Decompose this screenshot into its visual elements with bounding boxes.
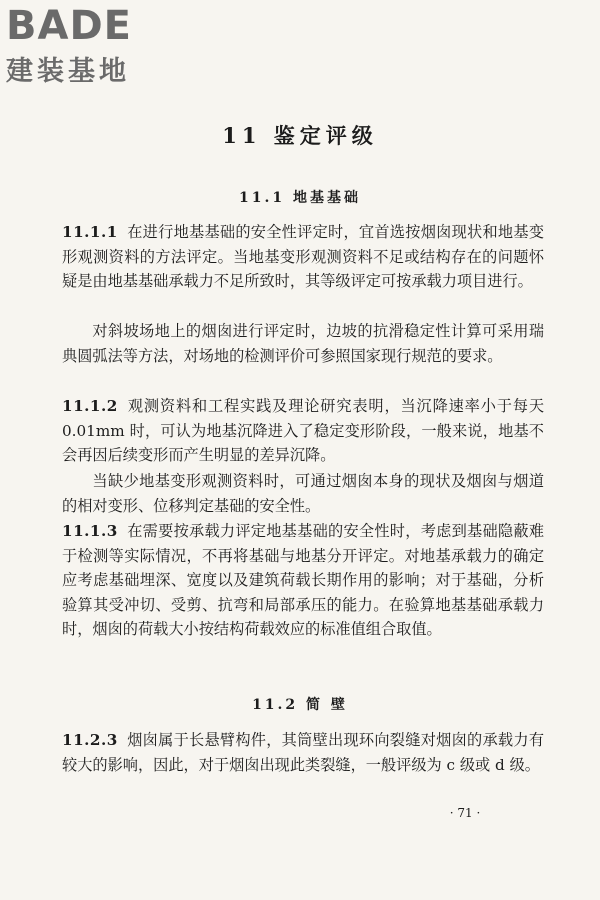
- clause-paragraph: [62, 519, 544, 642]
- page-number: · 71 ·: [449, 806, 481, 820]
- body-paragraph: 当缺少地基变形观测资料时，可通过烟囱本身的现状及烟囱与烟道的相对变形、位移判定基础的安全性。: [62, 472, 544, 515]
- clause-paragraph: [62, 728, 544, 777]
- logo-mark: BADE: [6, 3, 132, 49]
- clause-number: 11.1.1: [62, 223, 118, 241]
- clause-number: 11.1.3: [62, 522, 118, 540]
- clause-text: 观测资料和工程实践及理论研究表明，当沉降速率小于每天 0.01mm 时，可认为地基沉降进入了稳定变形阶段，一般来说，地基不会再因后续变形而产生明显的差异沉降。: [62, 397, 544, 465]
- logo: [6, 4, 186, 90]
- logo-subtitle: 建装基地: [6, 56, 130, 87]
- section-title: 11.1 地基基础: [239, 190, 361, 206]
- body-paragraph: 对斜坡场地上的烟囱进行评定时，边坡的抗滑稳定性计算可采用瑞典圆弧法等方法，对场地的检测评价可参照国家现行规范的要求。: [62, 322, 544, 365]
- clause-number: 11.2.3: [62, 731, 118, 749]
- section-title: 11.2 简 壁: [252, 697, 348, 713]
- clause-text: 在进行地基基础的安全性评定时，宜首选按烟囱现状和地基变形观测资料的方法评定。当地基变形观测资料不足或结构存在的问题怀疑是由地基基础承载力不足所致时，其等级评定可按承载力项目进行。: [62, 223, 544, 291]
- chapter-title: 11 鉴定评级: [222, 123, 378, 148]
- clause-paragraph: [62, 220, 544, 294]
- clause-paragraph: [62, 394, 544, 468]
- clause-number: 11.1.2: [62, 397, 118, 415]
- clause-text: 在需要按承载力评定地基基础的安全性时，考虑到基础隐蔽难于检测等实际情况，不再将基础与地基分开评定。对地基承载力的确定应考虑基础埋深、宽度以及建筑荷载长期作用的影响；对于基础，分析验算其受冲切、受剪、抗弯和局部承压的能力。在验算地基基础承载力时，烟囱的荷载大小按结构荷载效应的标准值组合取值。: [62, 522, 544, 639]
- clause-text: 烟囱属于长悬臂构件，其筒壁出现环向裂缝对烟囱的承载力有较大的影响，因此，对于烟囱出现此类裂缝，一般评级为 c 级或 d 级。: [62, 731, 544, 774]
